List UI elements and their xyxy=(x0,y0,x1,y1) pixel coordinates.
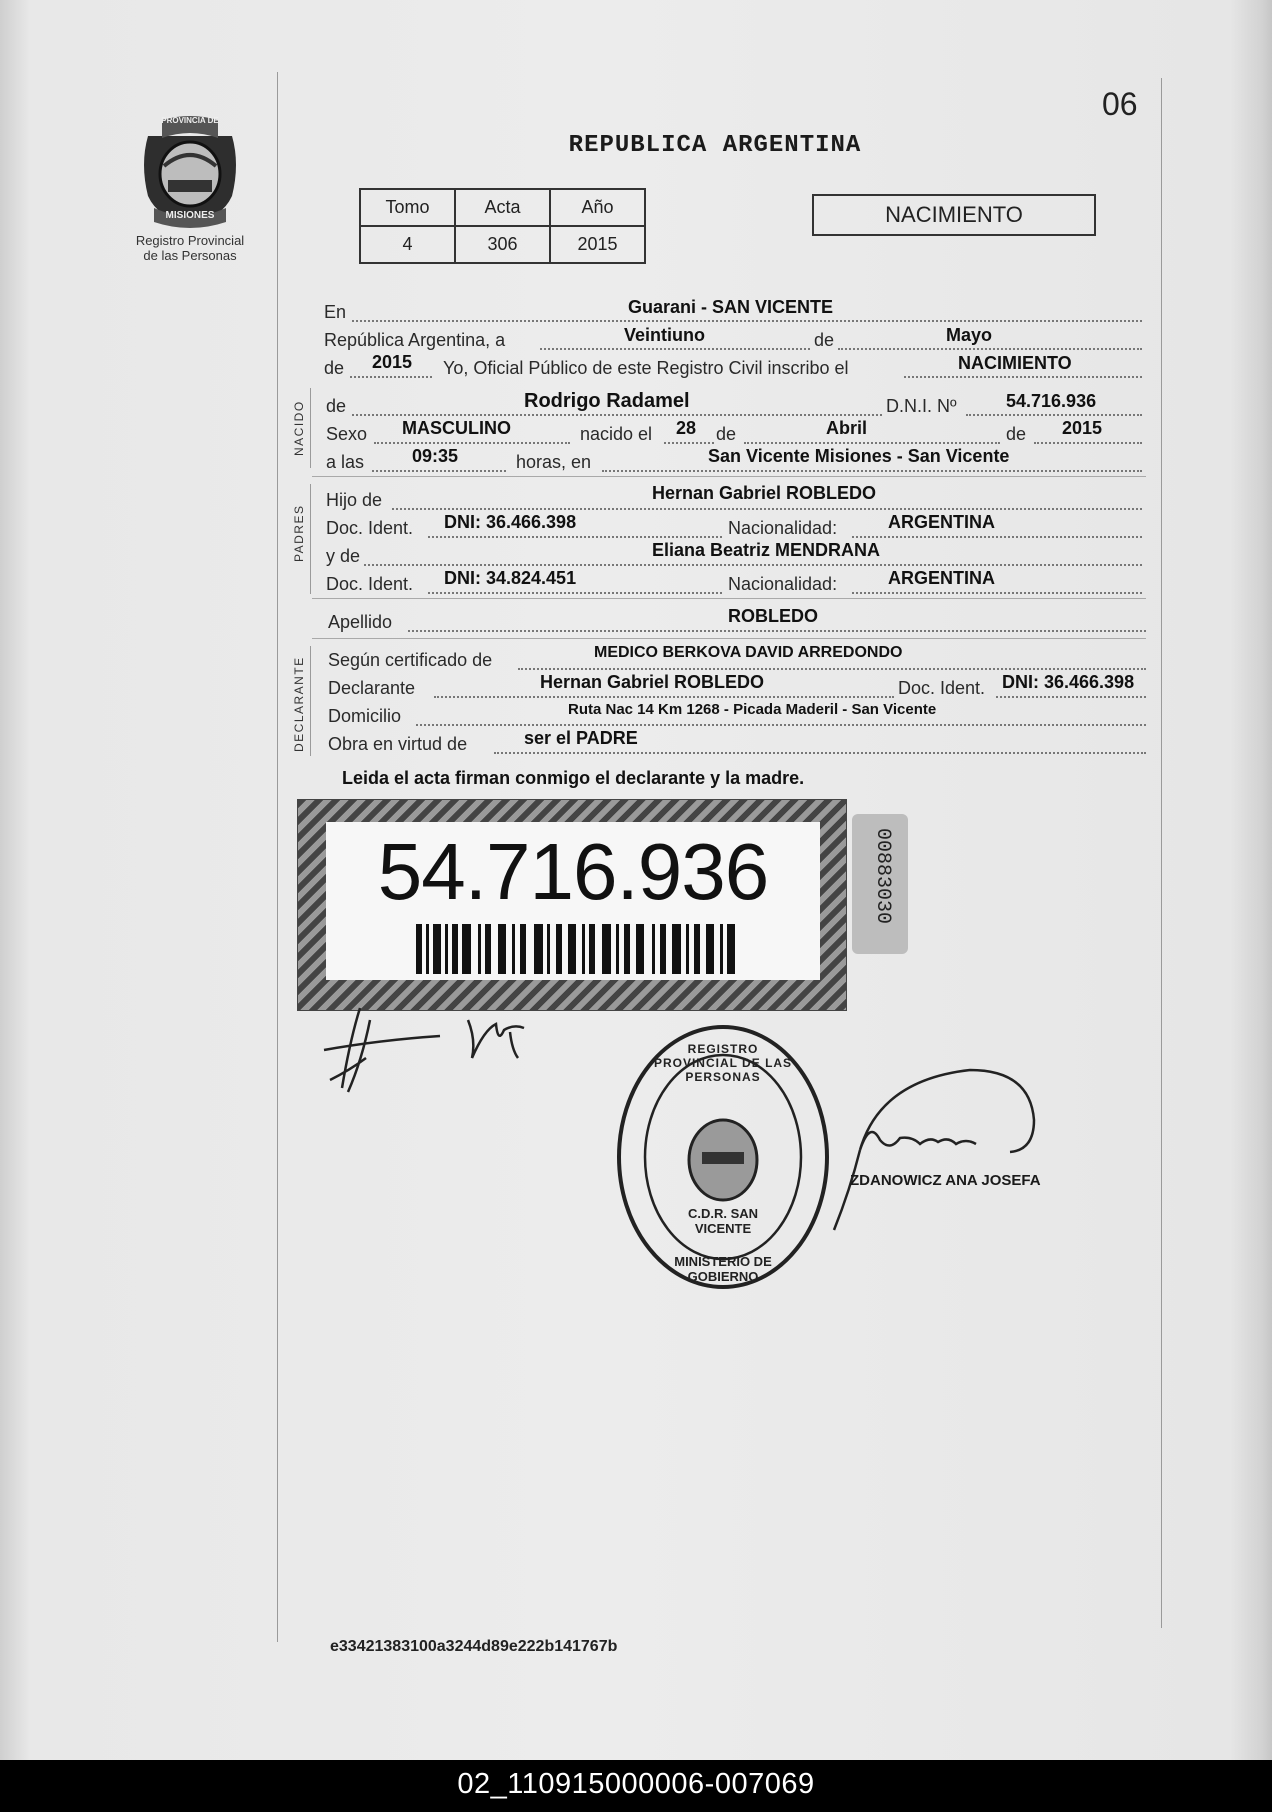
domicilio-label: Domicilio xyxy=(328,706,402,726)
birth-year-value: 2015 xyxy=(1062,418,1103,438)
inscribo-text: Yo, Oficial Público de este Registro Civil inscribo el xyxy=(443,358,849,378)
seal-inner-text: C.D.R. SAN VICENTE xyxy=(687,1206,759,1236)
place-value: Guarani - SAN VICENTE xyxy=(628,297,834,317)
declarante-label: Declarante xyxy=(328,678,416,698)
padres-section-label: PADRES xyxy=(292,504,306,562)
official-name: ZDANOWICZ ANA JOSEFA xyxy=(850,1172,1041,1189)
mother-nationality: ARGENTINA xyxy=(888,568,995,588)
child-name: Rodrigo Radamel xyxy=(524,390,690,412)
en-label: En xyxy=(324,302,347,322)
nacido-el-label: nacido el xyxy=(580,424,653,444)
mother-nationality-label: Nacionalidad: xyxy=(728,574,838,594)
a-las-label: a las xyxy=(326,452,365,472)
birth-de-label: de xyxy=(716,424,737,444)
father-doc-label: Doc. Ident. xyxy=(326,518,414,538)
mother-doc-label: Doc. Ident. xyxy=(326,574,414,594)
page-number: 06 xyxy=(1102,86,1138,122)
dni-label: D.N.I. Nº xyxy=(886,396,957,416)
child-dni: 54.716.936 xyxy=(1006,391,1097,411)
official-signature-icon xyxy=(820,1040,1050,1240)
record-table xyxy=(359,188,646,264)
apellido-value: ROBLEDO xyxy=(728,606,818,626)
apellido-label: Apellido xyxy=(328,612,393,632)
sticker-serial-tab xyxy=(852,814,908,954)
registry-label xyxy=(110,233,270,263)
anio-value: 2015 xyxy=(550,226,645,263)
declarant-signature-icon xyxy=(300,1000,540,1100)
sexo-value: MASCULINO xyxy=(402,418,511,438)
barcode-icon xyxy=(416,924,736,974)
mother-doc: DNI: 34.824.451 xyxy=(444,568,577,588)
mother-name: Eliana Beatriz MENDRANA xyxy=(652,540,881,560)
father-nationality: ARGENTINA xyxy=(888,512,995,532)
country-title: REPUBLICA ARGENTINA xyxy=(568,132,862,159)
seal-ring-text: REGISTRO PROVINCIAL DE LAS PERSONAS xyxy=(653,1042,793,1084)
registry-label-line2: de las Personas xyxy=(143,248,237,263)
year-value: 2015 xyxy=(372,352,413,372)
inscribo-value: NACIMIENTO xyxy=(958,353,1072,373)
declarante-section-label: DECLARANTE xyxy=(292,656,306,752)
anio-header: Año xyxy=(550,189,645,226)
acta-header: Acta xyxy=(455,189,550,226)
birth-day-value: 28 xyxy=(676,418,697,438)
birth-month-value: Abril xyxy=(826,418,868,438)
sticker-serial: 00883030 xyxy=(871,828,894,925)
obra-label: Obra en virtud de xyxy=(328,734,468,754)
de-label-1: de xyxy=(814,330,835,350)
y-de-label: y de xyxy=(326,546,361,566)
domicilio-value: Ruta Nac 14 Km 1268 - Picada Maderil - San Vicente xyxy=(568,701,937,718)
sticker-label xyxy=(326,822,820,980)
record-type-box: NACIMIENTO xyxy=(812,194,1096,236)
time-value: 09:35 xyxy=(412,446,459,466)
de-label-2: de xyxy=(324,358,345,378)
father-name: Hernan Gabriel ROBLEDO xyxy=(652,483,877,503)
month-value: Mayo xyxy=(946,325,993,345)
id-sticker xyxy=(297,799,847,1011)
birth-place-value: San Vicente Misiones - San Vicente xyxy=(708,446,1010,466)
right-margin-line xyxy=(1161,78,1162,1628)
declarante-value: Hernan Gabriel ROBLEDO xyxy=(540,672,765,692)
nacido-de-label: de xyxy=(326,396,347,416)
emblem-caption-bottom: MISIONES xyxy=(165,210,215,221)
father-nationality-label: Nacionalidad: xyxy=(728,518,838,538)
sticker-number: 54.716.936 xyxy=(377,827,769,916)
declarante-doc-label: Doc. Ident. xyxy=(898,678,986,698)
tomo-value: 4 xyxy=(360,226,455,263)
left-margin-line xyxy=(277,72,278,1642)
tomo-header: Tomo xyxy=(360,189,455,226)
horas-label: horas, en xyxy=(516,452,592,472)
footer-filename: 02_110915000006-007069 xyxy=(457,1768,815,1800)
republica-label: República Argentina, a xyxy=(324,330,506,350)
seal-bottom-text: MINISTERIO DE GOBIERNO xyxy=(674,1254,772,1284)
nacido-section-label: NACIDO xyxy=(292,400,306,456)
acta-value: 306 xyxy=(455,226,550,263)
birth-de2-label: de xyxy=(1006,424,1027,444)
certificado-value: MEDICO BERKOVA DAVID ARREDONDO xyxy=(594,644,903,661)
emblem-caption-top: PROVINCIA DE xyxy=(161,116,219,125)
declarante-doc: DNI: 36.466.398 xyxy=(1002,672,1135,692)
document-hash: e33421383100a3244d89e222b141767b xyxy=(330,1638,618,1655)
hijo-de-label: Hijo de xyxy=(326,490,383,510)
leida-statement: Leida el acta firman conmigo el declarante y la madre. xyxy=(342,768,805,788)
obra-value: ser el PADRE xyxy=(524,728,638,748)
day-value: Veintiuno xyxy=(624,325,705,345)
certificado-label: Según certificado de xyxy=(328,650,493,670)
sexo-label: Sexo xyxy=(326,424,368,444)
father-doc: DNI: 36.466.398 xyxy=(444,512,577,532)
registry-label-line1: Registro Provincial xyxy=(135,233,245,248)
